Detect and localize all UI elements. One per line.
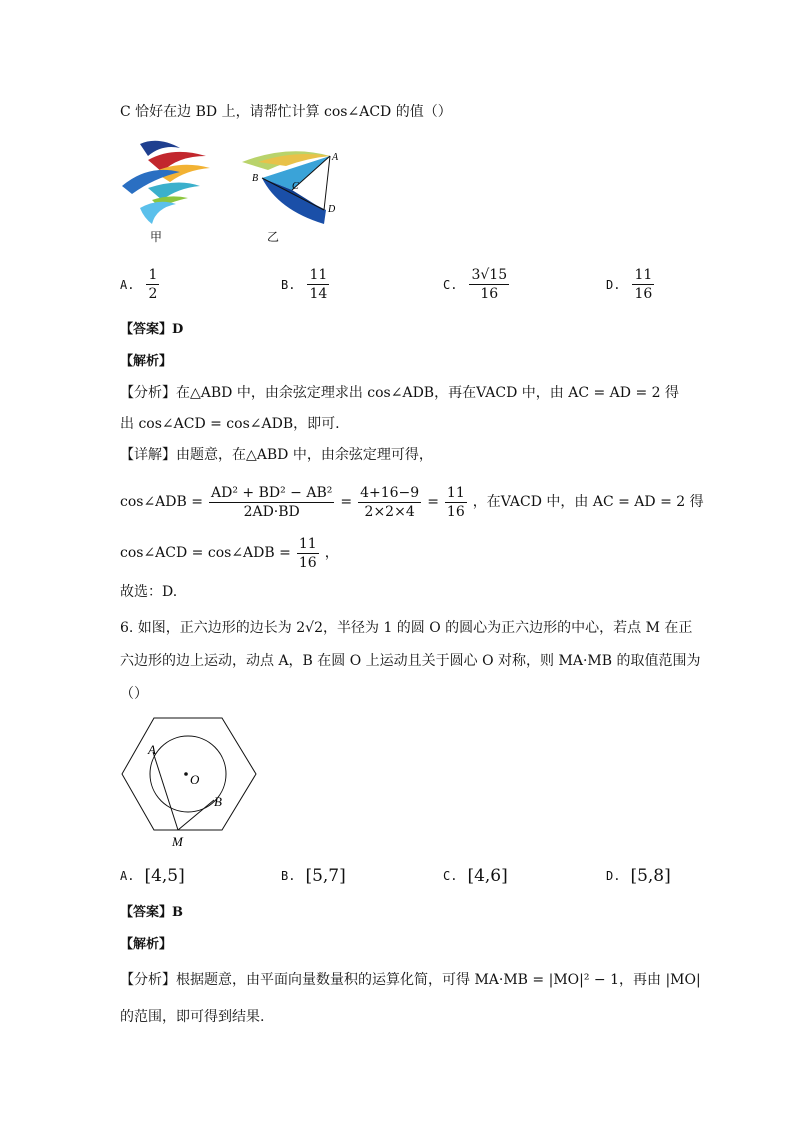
option-label: C. [443, 277, 458, 292]
q5-option-b [281, 266, 331, 303]
option-fraction: $\frac{3√15}{16}$ [471, 267, 508, 302]
q5-option-d [606, 266, 656, 303]
q6-stem-3: （） [120, 686, 148, 702]
label-m: M [172, 834, 183, 849]
fig-label-jia: 甲 [150, 230, 163, 244]
q6-option-d [606, 866, 671, 886]
q5-formula-2 [120, 533, 339, 573]
q5-analysis-2: 出 cos∠ACD = cos∠ADB，即可. [120, 416, 340, 432]
q5-formula-1: cos∠ADB = $\frac{\text{AD² + BD² − AB²}}{2AD\cdot BD}$ = $\frac{4+16-9}{2\times 2\times 4}$ = $\frac{11}{16}$ ，在VACD 中，由 AC = AD = 2 得 [120, 484, 704, 520]
figure-jia [118, 138, 218, 233]
option-fraction: $\frac{1}{2}$ [148, 267, 158, 302]
segment-ma [153, 752, 178, 830]
q5-analysis-title: 【解析】 [120, 354, 173, 369]
q5-option-a [120, 266, 161, 303]
formula-lhs: cos∠ADB = [120, 494, 203, 510]
center-point [184, 772, 188, 776]
label-a: A [332, 152, 339, 163]
formula-frac2: $\frac{4+16-9}{2\times 2\times 4}$ [360, 484, 420, 520]
option-value: [4,6] [467, 866, 508, 886]
option-label: D. [606, 277, 621, 292]
q6-stem-1: 6. 如图，正六边形的边长为 2√2，半径为 1 的圆 O 的圆心为正六边形的中心，若点 M 在正 [120, 620, 693, 636]
figure-hexagon [118, 712, 288, 852]
formula2-tail: ， [324, 545, 339, 561]
q5-analysis-1: 【分析】在△ABD 中，由余弦定理求出 cos∠ADB，再在VACD 中，由 AC = AD = 2 得 [120, 385, 679, 401]
label-d: D [328, 204, 336, 215]
option-fraction: $\frac{11}{14}$ [309, 267, 328, 302]
q6-answer: 【答案】B [120, 905, 183, 920]
option-label: A. [120, 869, 135, 883]
q5-option-c [443, 266, 511, 303]
q5-stem-tail: C 恰好在边 BD 上，请帮忙计算 cos∠ACD 的值（） [120, 104, 452, 120]
q6-option-b [281, 866, 346, 886]
label-o: O [190, 772, 200, 787]
segment-ad [324, 156, 330, 210]
q6-option-a [120, 866, 185, 886]
option-label: B. [281, 869, 296, 883]
label-b: B [252, 173, 259, 184]
q6-stem-2: 六边形的边上运动，动点 A，B 在圆 O 上运动且关于圆心 O 对称，则 MA·MB 的取值范围为 [120, 653, 701, 669]
q5-answer: 【答案】D [120, 322, 184, 337]
q6-analysis-2: 的范围，即可得到结果. [120, 1009, 265, 1025]
formula-tail: ，在VACD 中，由 AC = AD = 2 得 [472, 494, 704, 510]
q6-analysis-1: 【分析】根据题意，由平面向量数量积的运算化简，可得 MA·MB = |MO|² − 1，再由 |MO| [120, 972, 701, 988]
hexagon [122, 718, 256, 830]
figure-yi [238, 148, 348, 236]
q5-choose: 故选：D. [120, 584, 178, 600]
option-label: B. [281, 277, 296, 292]
formula-frac3: $\frac{11}{16}$ [446, 484, 465, 520]
option-value: [4,5] [144, 866, 185, 886]
q6-option-c [443, 866, 508, 886]
q5-detail-1: 【详解】由题意，在△ABD 中，由余弦定理可得， [120, 447, 433, 463]
label-c: C [292, 181, 299, 192]
option-label: A. [120, 277, 135, 292]
segment-mb [178, 800, 214, 830]
ribbon-lightblue [140, 202, 176, 224]
formula2-frac: $\frac{11}{16}$ [298, 535, 317, 571]
option-label: D. [606, 869, 621, 883]
q6-analysis-title: 【解析】 [120, 937, 173, 952]
option-label: C. [443, 869, 458, 883]
label-a: A [148, 742, 156, 757]
option-value: [5,7] [305, 866, 346, 886]
label-b: B [214, 794, 222, 809]
option-fraction: $\frac{11}{16}$ [634, 267, 653, 302]
fig-label-yi: 乙 [267, 230, 280, 244]
formula2-lhs: cos∠ACD = cos∠ADB = [120, 545, 291, 561]
formula-frac1: $\frac{\text{AD² + BD² − AB²}}{2AD\cdot BD}$ [211, 484, 333, 520]
option-value: [5,8] [630, 866, 671, 886]
